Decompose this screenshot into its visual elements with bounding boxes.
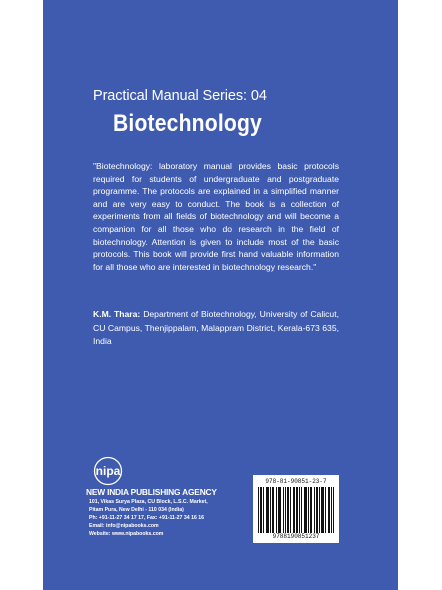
- series-label: Practical Manual Series: 04: [93, 88, 267, 104]
- barcode-bar: [321, 487, 322, 533]
- barcode-bar: [268, 487, 269, 533]
- barcode-bar: [328, 487, 329, 533]
- publisher-address-line2: Pitam Pura, New Delhi - 110 034 (India): [89, 507, 184, 513]
- barcode-bar: [331, 487, 332, 533]
- barcode-bar: [272, 487, 273, 533]
- barcode-bar: [288, 487, 289, 533]
- author-name: K.M. Thara:: [93, 309, 141, 319]
- author-affiliation: Department of Biotechnology, University of Calicut, CU Campus, Thenjippalam, Malappram District, Kerala-673 635, India: [93, 309, 339, 346]
- barcode-bar: [294, 487, 295, 533]
- barcode-bar: [322, 487, 323, 533]
- barcode-bar: [319, 487, 320, 533]
- barcode-bar: [306, 487, 307, 533]
- publisher-phone: Ph: +91-11-27 34 17 17, Fax: +91-11-27 34 16 16: [89, 515, 205, 521]
- barcode-bar: [263, 487, 264, 533]
- barcode-bar: [279, 487, 280, 533]
- barcode-bar: [273, 487, 274, 533]
- publisher-name: NEW INDIA PUBLISHING AGENCY: [86, 487, 217, 497]
- barcode-bar: [258, 487, 259, 533]
- isbn-text-top: 978-81-90851-23-7: [265, 478, 327, 485]
- barcode-bar: [278, 487, 279, 533]
- barcode-bar: [270, 487, 271, 533]
- barcode-bar: [287, 487, 288, 533]
- barcode-bar: [316, 487, 317, 533]
- barcode-bar: [261, 487, 262, 533]
- barcode-bar: [329, 487, 330, 533]
- isbn-barcode: [253, 475, 339, 543]
- barcode-bar: [304, 487, 305, 533]
- barcode-bar: [310, 487, 311, 533]
- barcode-bars: [258, 487, 334, 533]
- logo-wordmark: nipa: [95, 464, 121, 478]
- barcode-bar: [280, 487, 281, 533]
- author-info: [93, 308, 339, 349]
- barcode-bar: [323, 487, 324, 533]
- publisher-email: Email: info@nipabooks.com: [89, 523, 159, 529]
- publisher-address-line1: 101, Vikas Surya Plaza, CU Block, L.S.C. Market,: [89, 499, 208, 505]
- barcode-bar: [260, 487, 261, 533]
- barcode-bar: [333, 487, 334, 533]
- barcode-bar: [283, 487, 284, 533]
- barcode-bar: [293, 487, 294, 533]
- barcode-bar: [276, 487, 277, 533]
- barcode-bar: [305, 487, 306, 533]
- barcode-bar: [317, 487, 318, 533]
- barcode-bar: [296, 487, 297, 533]
- barcode-bar: [266, 487, 267, 533]
- barcode-bar: [325, 487, 326, 533]
- barcode-bar: [267, 487, 268, 533]
- book-title: Biotechnology: [113, 110, 262, 137]
- barcode-bar: [301, 487, 302, 533]
- barcode-bar: [314, 487, 315, 533]
- barcode-bar: [285, 487, 286, 533]
- barcode-bar: [308, 487, 309, 533]
- barcode-bar: [311, 487, 312, 533]
- isbn-text-bottom: 9788190851237: [272, 533, 320, 540]
- publisher-website: Website: www.nipabooks.com: [89, 531, 164, 537]
- barcode-bar: [297, 487, 298, 533]
- book-description: "Biotechnology: laboratory manual provides basic protocols required for students of undergraduate and postgraduate programme. The protocols are explained in a simplified manner and are very easy to conduct. The book is a collection of experiments from all fields of biotechnology and will become a companion for all those who do research in the field of biotechnology. Attention is given to include most of the basic protocols. This book will provide first hand valuable information for all those who are interested in biotechnology research.": [93, 161, 339, 272]
- nipa-logo-icon: [86, 456, 130, 486]
- barcode-bar: [290, 487, 291, 533]
- barcode-bar: [299, 487, 300, 533]
